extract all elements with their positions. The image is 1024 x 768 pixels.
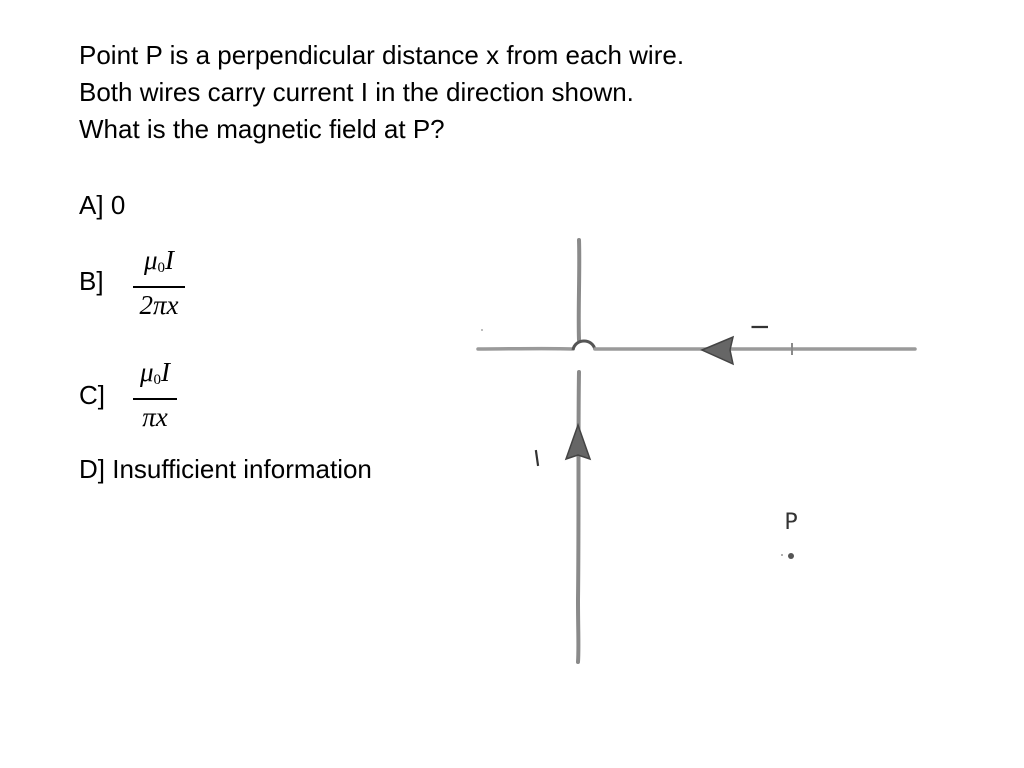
- horizontal-current-arrow-icon: [702, 337, 733, 364]
- horizontal-wire-right: [595, 349, 915, 350]
- option-b-label: B]: [79, 266, 104, 296]
- option-c-denominator: πx: [142, 401, 168, 432]
- option-a-text: 0: [110, 190, 126, 220]
- option-b-denominator: 2πx: [139, 289, 179, 320]
- current-variable: I: [161, 357, 171, 387]
- question-line-1: Point P is a perpendicular distance x from each wire.: [79, 40, 685, 70]
- point-p-label: P: [784, 510, 798, 535]
- vertical-current-label: I: [532, 446, 543, 473]
- option-d-text: Insufficient information: [112, 454, 372, 484]
- option-a-label: A]: [79, 190, 104, 220]
- question-line-3: What is the magnetic field at P?: [79, 114, 445, 144]
- point-p-dot: [788, 553, 794, 559]
- mu-subscript: 0: [153, 372, 162, 388]
- mu-symbol: μ: [139, 357, 154, 387]
- vertical-wire-lower: [578, 372, 579, 662]
- question-line-2: Both wires carry current I in the direction shown.: [79, 77, 634, 107]
- wire-crossing-hump: [573, 341, 595, 350]
- option-c-label: C]: [79, 380, 105, 410]
- current-variable: I: [165, 245, 175, 275]
- vertical-current-arrow-icon: [566, 425, 590, 459]
- option-d-label: D]: [79, 454, 105, 484]
- mu-symbol: μ: [143, 245, 158, 275]
- stray-mark: [481, 329, 483, 331]
- point-p-mark: [781, 554, 783, 556]
- mu-subscript: 0: [157, 260, 166, 276]
- vertical-wire-upper: [579, 240, 580, 340]
- horizontal-current-label: I: [749, 323, 774, 331]
